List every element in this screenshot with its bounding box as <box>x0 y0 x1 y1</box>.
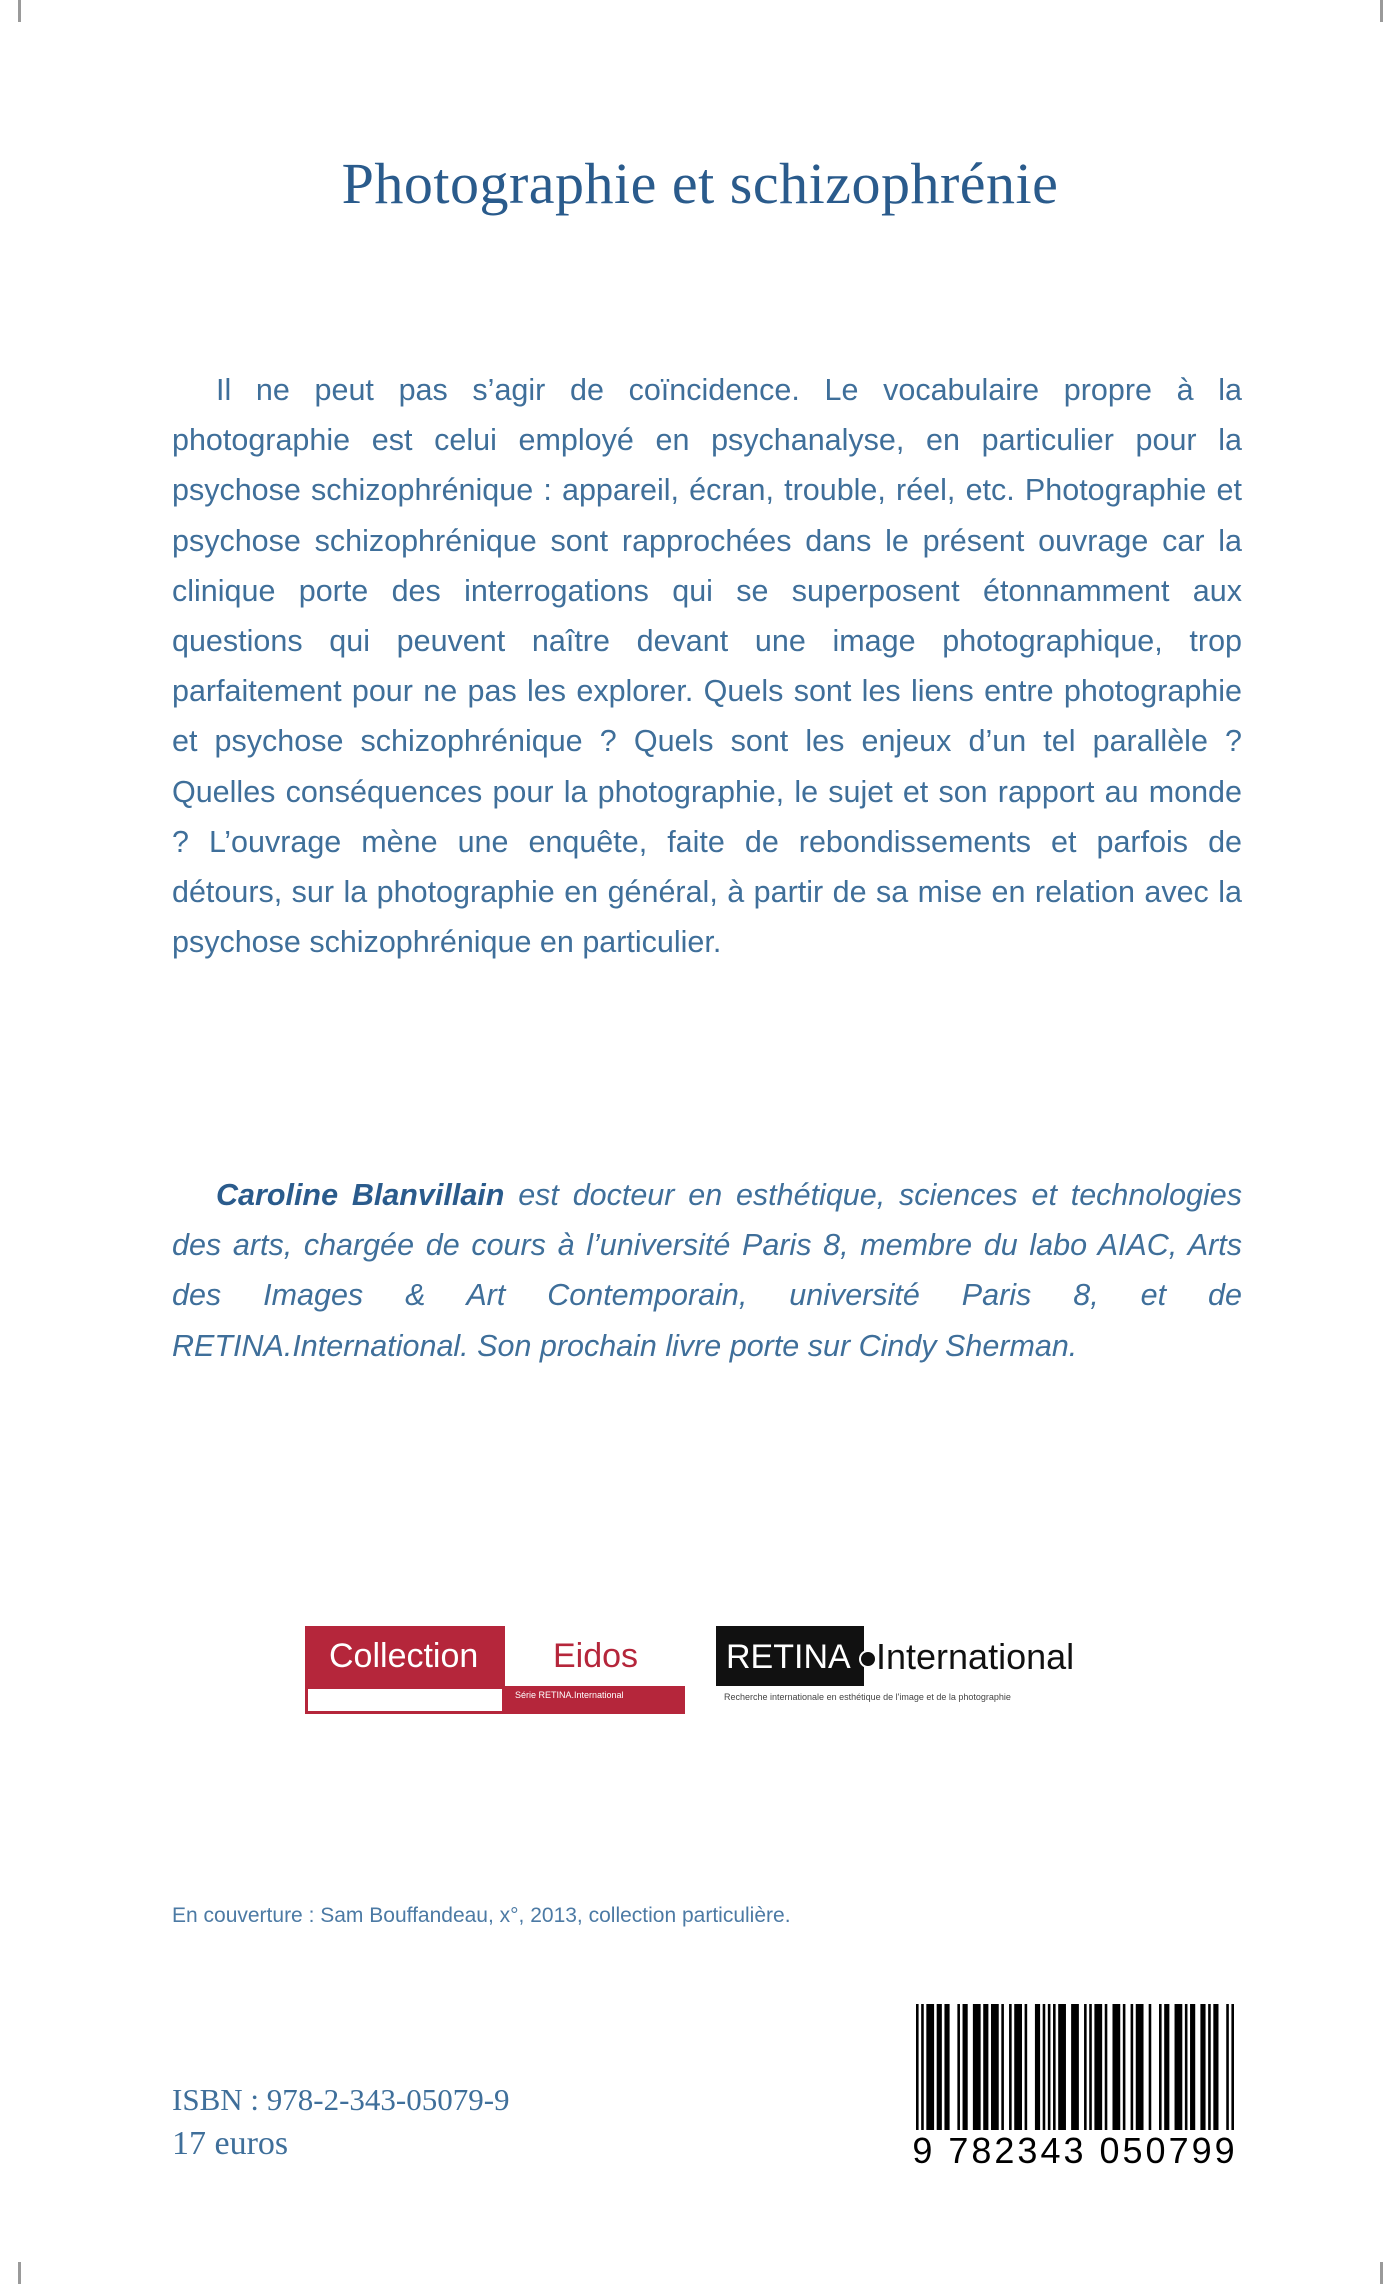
retina-international-logo <box>716 1626 1106 1708</box>
isbn: ISBN : 978-2-343-05079-9 <box>172 2082 510 2117</box>
barcode-bar <box>1089 2004 1092 2130</box>
barcode-bar <box>1094 2004 1102 2130</box>
barcode-bar <box>1231 2004 1234 2130</box>
barcode-bar <box>1200 2004 1205 2130</box>
barcode-bar <box>963 2004 968 2130</box>
barcode-bar <box>1105 2004 1108 2130</box>
collection-name: Eidos <box>553 1637 639 1675</box>
barcode-bar <box>1048 2004 1051 2130</box>
barcode <box>900 2004 1250 2174</box>
author-bio-paragraph <box>172 1170 1242 1371</box>
barcode-bar <box>926 2004 934 2130</box>
barcode-bar <box>937 2004 942 2130</box>
retina-label: RETINA <box>716 1626 864 1686</box>
collection-subtitle: Série RETINA.International <box>515 1690 624 1700</box>
barcode-bar <box>1035 2004 1040 2130</box>
barcode-bars <box>900 2004 1250 2134</box>
barcode-bar <box>1136 2004 1144 2130</box>
barcode-bar <box>1213 2004 1218 2130</box>
crop-mark-bottom-left <box>18 2262 21 2284</box>
barcode-bar <box>1208 2004 1211 2130</box>
barcode-bar <box>973 2004 981 2130</box>
barcode-bar <box>1159 2004 1162 2130</box>
barcode-bar <box>991 2004 999 2130</box>
barcode-digits: 9 782343 050799 <box>912 2130 1238 2171</box>
barcode-bar <box>1025 2004 1028 2130</box>
barcode-bar <box>1058 2004 1066 2130</box>
barcode-bar <box>1112 2004 1120 2130</box>
collection-label: Collection <box>305 1626 505 1686</box>
barcode-bar <box>1014 2004 1022 2130</box>
crop-mark-bottom-right <box>1380 2262 1383 2284</box>
barcode-bar <box>1001 2004 1004 2130</box>
author-name: Caroline Blanvillain <box>216 1178 505 1212</box>
retina-word: International <box>876 1636 1075 1677</box>
barcode-bar <box>1071 2004 1079 2130</box>
author-bio-text: est docteur en esthétique, sciences et technologies des arts, chargée de cours à l’université Paris 8, membre du labo AIAC, Arts des Images & Art Contemporain, université Paris 8, et de RETINA.International. Son prochain livre porte sur Cindy Sherman. <box>172 1178 1242 1363</box>
book-blurb: Il ne peut pas s’agir de coïncidence. Le vocabulaire propre à la photographie est celui employé en psychanalyse, en particulier pour la psychose schizophrénique : appareil, écran, trouble, réel, etc. Photographie et psychose schizophrénique sont rapprochées dans le présent ouvrage car la clinique porte des interrogations qui se superposent étonnamment aux questions qui peuvent naître devant une image photographique, trop parfaitement pour ne pas les explorer. Quels sont les liens entre photographie et psychose schizophrénique ? Quels sont les enjeux d’un tel parallèle ? Quelles conséquences pour la photographie, le sujet et son rapport au monde ? L’ouvrage mène une enquête, faite de rebondissements et parfois de détours, sur la photographie en général, à partir de sa mise en relation avec la psychose schizophrénique en particulier. <box>172 373 1242 960</box>
barcode-bar <box>1175 2004 1183 2130</box>
collection-eidos-logo <box>305 1626 685 1714</box>
barcode-bar <box>1123 2004 1126 2130</box>
retina-tagline: Recherche internationale en esthétique de l'image et de la photographie <box>724 1692 1011 1702</box>
barcode-bar <box>1226 2004 1229 2130</box>
price: 17 euros <box>172 2125 289 2162</box>
crop-mark-top-right <box>1380 0 1383 22</box>
barcode-bar <box>957 2004 960 2130</box>
barcode-bar <box>944 2004 949 2130</box>
barcode-bar <box>1009 2004 1012 2130</box>
retina-dot-icon <box>859 1650 877 1668</box>
barcode-bar <box>1149 2004 1152 2130</box>
barcode-bar <box>983 2004 988 2130</box>
barcode-bar <box>1164 2004 1169 2130</box>
barcode-bar <box>1185 2004 1188 2130</box>
barcode-bar <box>916 2004 919 2130</box>
barcode-bar <box>1084 2004 1087 2130</box>
barcode-bar <box>921 2004 924 2130</box>
barcode-bar <box>1053 2004 1056 2130</box>
book-title: Photographie et schizophrénie <box>341 151 1059 216</box>
barcode-bar <box>1190 2004 1195 2130</box>
barcode-bar <box>1131 2004 1134 2130</box>
crop-mark-top-left <box>18 0 21 22</box>
cover-credit: En couverture : Sam Bouffandeau, x°, 2013, collection particulière. <box>172 1904 791 1927</box>
barcode-bar <box>1043 2004 1046 2130</box>
eidos-logo-bar-left <box>305 1686 505 1714</box>
